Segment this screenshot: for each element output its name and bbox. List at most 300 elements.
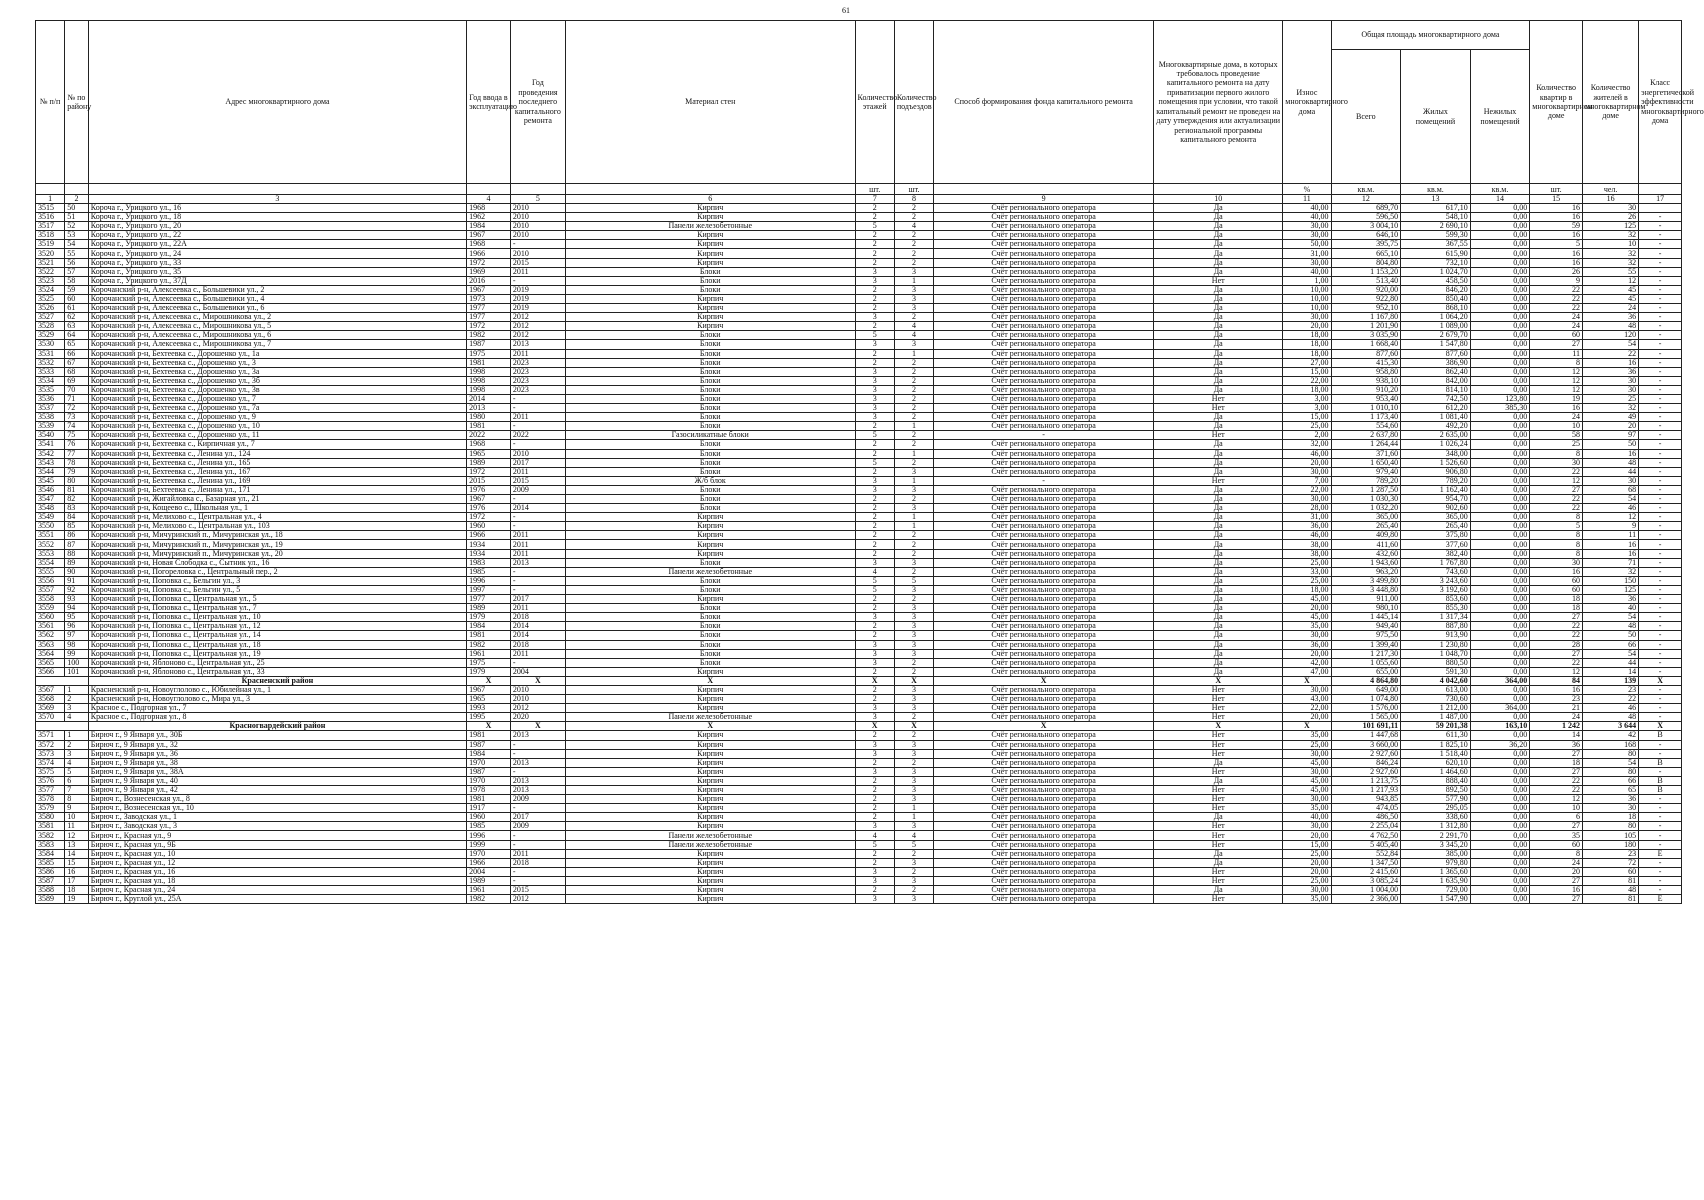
table-cell: Да bbox=[1154, 331, 1283, 340]
table-cell: Счёт регионального оператора bbox=[934, 258, 1154, 267]
table-cell: 552,84 bbox=[1331, 849, 1401, 858]
table-cell: Нет bbox=[1154, 767, 1283, 776]
table-cell: 0,00 bbox=[1470, 458, 1530, 467]
table-cell: Счёт регионального оператора bbox=[934, 285, 1154, 294]
section-cell: 84 bbox=[1530, 676, 1583, 685]
table-cell: 3 bbox=[894, 776, 933, 785]
table-cell: 1961 bbox=[467, 886, 511, 895]
table-cell: - bbox=[1639, 258, 1682, 267]
table-cell: 877,60 bbox=[1331, 349, 1401, 358]
table-cell: 89 bbox=[65, 558, 89, 567]
table-cell: 0,00 bbox=[1470, 467, 1530, 476]
table-cell: 0,00 bbox=[1470, 258, 1530, 267]
table-cell: Блоки bbox=[565, 576, 855, 585]
table-cell: 3 bbox=[894, 749, 933, 758]
table-cell: 1993 bbox=[467, 704, 511, 713]
table-cell: 742,50 bbox=[1401, 394, 1471, 403]
table-cell: 30,00 bbox=[1283, 886, 1331, 895]
table-cell: 958,80 bbox=[1331, 367, 1401, 376]
table-cell: 975,50 bbox=[1331, 631, 1401, 640]
table-cell: 646,10 bbox=[1331, 231, 1401, 240]
table-cell: 1967 bbox=[467, 685, 511, 694]
table-cell: 3 bbox=[894, 585, 933, 594]
table-cell: Да bbox=[1154, 558, 1283, 567]
table-cell: 911,00 bbox=[1331, 595, 1401, 604]
table-cell: Короча г., Урицкого ул., 22А bbox=[88, 240, 466, 249]
table-cell: 2 637,80 bbox=[1331, 431, 1401, 440]
table-cell: Нет bbox=[1154, 749, 1283, 758]
table-cell: 377,60 bbox=[1401, 540, 1471, 549]
table-cell: 1 212,00 bbox=[1401, 704, 1471, 713]
unit-c7: шт. bbox=[855, 184, 894, 195]
section-title: Красногвардейский район bbox=[88, 722, 466, 731]
table-cell: Счёт регионального оператора bbox=[934, 531, 1154, 540]
table-cell: 1967 bbox=[467, 495, 511, 504]
table-cell: 16 bbox=[1530, 258, 1583, 267]
table-cell: 1968 bbox=[467, 440, 511, 449]
table-cell: 3551 bbox=[36, 531, 65, 540]
table-cell: Счёт регионального оператора bbox=[934, 358, 1154, 367]
table-cell: 3 bbox=[855, 649, 894, 658]
table-cell: 2 bbox=[855, 531, 894, 540]
table-cell: 3523 bbox=[36, 276, 65, 285]
table-row bbox=[36, 285, 1682, 294]
table-cell: 8 bbox=[1530, 540, 1583, 549]
table-row bbox=[36, 795, 1682, 804]
table-cell: 1977 bbox=[467, 595, 511, 604]
table-cell: 2 bbox=[894, 567, 933, 576]
table-cell: Кирпич bbox=[565, 849, 855, 858]
table-row bbox=[36, 458, 1682, 467]
table-cell: Да bbox=[1154, 367, 1283, 376]
table-cell: 2 bbox=[894, 231, 933, 240]
table-cell: 78 bbox=[65, 458, 89, 467]
header-c9: Способ формирования фонда капитального ремонта bbox=[934, 21, 1154, 184]
table-cell: 2 bbox=[855, 886, 894, 895]
table-cell: 3 bbox=[855, 485, 894, 494]
section-cell: X bbox=[467, 722, 511, 731]
table-cell: Да bbox=[1154, 886, 1283, 895]
section-cell: X bbox=[510, 722, 565, 731]
table-cell: 3562 bbox=[36, 631, 65, 640]
table-cell: 1 bbox=[894, 276, 933, 285]
table-cell: 150 bbox=[1583, 576, 1639, 585]
table-cell: Кирпич bbox=[565, 304, 855, 313]
table-cell: 1 032,20 bbox=[1331, 504, 1401, 513]
table-cell: 32 bbox=[1583, 249, 1639, 258]
table-cell: Да bbox=[1154, 422, 1283, 431]
table-row bbox=[36, 740, 1682, 749]
table-cell: Бирюч г., Красная ул., 10 bbox=[88, 849, 466, 858]
table-cell: 2 bbox=[894, 458, 933, 467]
table-cell: Да bbox=[1154, 631, 1283, 640]
table-cell: Блоки bbox=[565, 504, 855, 513]
table-cell: Бирюч г., 9 Января ул., 32 bbox=[88, 740, 466, 749]
table-cell: Бирюч г., Круглой ул., 25А bbox=[88, 895, 466, 904]
table-cell: 880,50 bbox=[1401, 658, 1471, 667]
table-cell: 1917 bbox=[467, 804, 511, 813]
table-cell: Блоки bbox=[565, 604, 855, 613]
table-cell: 2015 bbox=[467, 476, 511, 485]
table-cell: - bbox=[510, 876, 565, 885]
table-cell: 2 bbox=[855, 604, 894, 613]
table-cell: Бирюч г., Вознесенская ул., 10 bbox=[88, 804, 466, 813]
table-cell: Кирпич bbox=[565, 685, 855, 694]
table-cell: 3 bbox=[855, 767, 894, 776]
table-cell: 0,00 bbox=[1470, 285, 1530, 294]
table-cell: 804,80 bbox=[1331, 258, 1401, 267]
table-cell: 2010 bbox=[510, 204, 565, 213]
table-cell: 12 bbox=[1530, 367, 1583, 376]
table-cell: 2016 bbox=[467, 276, 511, 285]
table-cell: 84 bbox=[65, 513, 89, 522]
table-cell: 2019 bbox=[510, 285, 565, 294]
table-cell: 2011 bbox=[510, 267, 565, 276]
table-row bbox=[36, 504, 1682, 513]
table-cell: 45,00 bbox=[1283, 776, 1331, 785]
section-total-row bbox=[36, 722, 1682, 731]
table-cell: Кирпич bbox=[565, 513, 855, 522]
table-cell: - bbox=[1639, 495, 1682, 504]
table-cell: 2 927,60 bbox=[1331, 767, 1401, 776]
table-cell: 26 bbox=[1530, 267, 1583, 276]
table-row bbox=[36, 349, 1682, 358]
table-cell: 10 bbox=[1583, 240, 1639, 249]
table-cell: 44 bbox=[1583, 658, 1639, 667]
table-cell: Блоки bbox=[565, 449, 855, 458]
table-cell: 0,00 bbox=[1470, 513, 1530, 522]
table-cell: Да bbox=[1154, 413, 1283, 422]
table-cell: Кирпич bbox=[565, 758, 855, 767]
table-cell: 59 bbox=[65, 285, 89, 294]
table-cell: - bbox=[1639, 394, 1682, 403]
table-cell: 15,00 bbox=[1283, 367, 1331, 376]
unit-c8: шт. bbox=[894, 184, 933, 195]
table-cell: 50 bbox=[65, 204, 89, 213]
table-cell: 4 bbox=[65, 713, 89, 722]
table-cell: Блоки bbox=[565, 404, 855, 413]
table-cell: Нет bbox=[1154, 740, 1283, 749]
table-cell: 5 405,40 bbox=[1331, 840, 1401, 849]
table-cell: - bbox=[1639, 476, 1682, 485]
table-cell: 0,00 bbox=[1470, 567, 1530, 576]
table-cell: 10 bbox=[65, 813, 89, 822]
table-cell: 2 bbox=[894, 394, 933, 403]
table-cell: Корочанский р-н, Бехтеевка с., Дорошенко ул., 3 bbox=[88, 358, 466, 367]
header-c3: Адрес многоквартирного дома bbox=[88, 21, 466, 184]
table-cell: Бирюч г., Красная ул., 24 bbox=[88, 886, 466, 895]
table-cell: 348,00 bbox=[1401, 449, 1471, 458]
table-cell: 1984 bbox=[467, 749, 511, 758]
table-cell: 3 448,80 bbox=[1331, 585, 1401, 594]
table-row bbox=[36, 267, 1682, 276]
table-cell: 1 bbox=[894, 804, 933, 813]
table-cell: 338,60 bbox=[1401, 813, 1471, 822]
table-cell: 1987 bbox=[467, 740, 511, 749]
table-cell: В bbox=[1639, 786, 1682, 795]
table-cell: - bbox=[1639, 385, 1682, 394]
table-cell: Кирпич bbox=[565, 786, 855, 795]
table-cell: 81 bbox=[1583, 895, 1639, 904]
table-cell: 30,00 bbox=[1283, 313, 1331, 322]
table-cell: 1968 bbox=[467, 204, 511, 213]
table-cell: - bbox=[1639, 240, 1682, 249]
table-cell: 3577 bbox=[36, 786, 65, 795]
table-cell: 3543 bbox=[36, 458, 65, 467]
table-cell: 1 365,60 bbox=[1401, 867, 1471, 876]
table-cell: 2014 bbox=[467, 394, 511, 403]
table-cell: Счёт регионального оператора bbox=[934, 267, 1154, 276]
table-cell: 60 bbox=[1530, 576, 1583, 585]
table-cell: В bbox=[1639, 731, 1682, 740]
table-cell: 26 bbox=[1583, 213, 1639, 222]
table-cell: 30 bbox=[1530, 558, 1583, 567]
table-cell: 365,00 bbox=[1331, 513, 1401, 522]
table-cell: 596,50 bbox=[1331, 213, 1401, 222]
table-cell: 0,00 bbox=[1470, 531, 1530, 540]
table-row bbox=[36, 876, 1682, 885]
table-cell: 3 bbox=[894, 640, 933, 649]
table-cell: - bbox=[1639, 449, 1682, 458]
table-cell: Счёт регионального оператора bbox=[934, 458, 1154, 467]
table-cell: Счёт регионального оператора bbox=[934, 613, 1154, 622]
table-cell: 3549 bbox=[36, 513, 65, 522]
section-cell: X bbox=[1283, 676, 1331, 685]
table-cell: 3 bbox=[894, 822, 933, 831]
table-cell: 0,00 bbox=[1470, 476, 1530, 485]
table-cell: 1 825,10 bbox=[1401, 740, 1471, 749]
table-cell: Блоки bbox=[565, 458, 855, 467]
table-row bbox=[36, 476, 1682, 485]
table-cell: 2 bbox=[894, 540, 933, 549]
table-cell: 3529 bbox=[36, 331, 65, 340]
table-cell: 45,00 bbox=[1283, 613, 1331, 622]
table-cell: 0,00 bbox=[1470, 804, 1530, 813]
table-cell: 2 bbox=[894, 240, 933, 249]
table-cell: 48 bbox=[1583, 458, 1639, 467]
table-row bbox=[36, 613, 1682, 622]
table-cell: - bbox=[510, 749, 565, 758]
table-cell: - bbox=[1639, 504, 1682, 513]
table-cell: Панели железобетонные bbox=[565, 831, 855, 840]
table-cell: Газосиликатные блоки bbox=[565, 431, 855, 440]
table-cell: Да bbox=[1154, 522, 1283, 531]
table-cell: 36 bbox=[1583, 313, 1639, 322]
table-cell: 64 bbox=[65, 331, 89, 340]
table-cell: Блоки bbox=[565, 440, 855, 449]
unit-c15: шт. bbox=[1530, 184, 1583, 195]
table-cell: 2 690,10 bbox=[1401, 222, 1471, 231]
table-row bbox=[36, 449, 1682, 458]
table-cell: 45,00 bbox=[1283, 786, 1331, 795]
table-cell: 2 bbox=[894, 431, 933, 440]
table-cell: 46 bbox=[1583, 504, 1639, 513]
table-cell: 2 927,60 bbox=[1331, 749, 1401, 758]
table-cell: 50 bbox=[1583, 440, 1639, 449]
column-number: 12 bbox=[1331, 195, 1401, 204]
table-cell: 1 026,24 bbox=[1401, 440, 1471, 449]
table-cell: Счёт регионального оператора bbox=[934, 813, 1154, 822]
table-cell: 0,00 bbox=[1470, 685, 1530, 694]
section-cell: X bbox=[565, 722, 855, 731]
table-cell: 2018 bbox=[510, 858, 565, 867]
table-cell: Счёт регионального оператора bbox=[934, 394, 1154, 403]
table-cell: 1981 bbox=[467, 422, 511, 431]
table-cell: Бирюч г., 9 Января ул., 42 bbox=[88, 786, 466, 795]
table-cell: 25,00 bbox=[1283, 849, 1331, 858]
table-row bbox=[36, 731, 1682, 740]
table-cell: 3 bbox=[855, 749, 894, 758]
table-cell: Счёт регионального оператора bbox=[934, 631, 1154, 640]
table-cell: 0,00 bbox=[1470, 240, 1530, 249]
table-cell: 80 bbox=[65, 476, 89, 485]
table-cell: 2 bbox=[894, 440, 933, 449]
table-cell: Корочанский р-н, Алексеевка с., Большевики ул., 2 bbox=[88, 285, 466, 294]
table-cell: Кирпич bbox=[565, 549, 855, 558]
table-cell: 8 bbox=[65, 795, 89, 804]
table-cell: 789,20 bbox=[1401, 476, 1471, 485]
table-cell: 10,00 bbox=[1283, 285, 1331, 294]
table-cell: Да bbox=[1154, 649, 1283, 658]
table-cell: - bbox=[510, 422, 565, 431]
column-numbers-row bbox=[36, 195, 1682, 204]
table-cell: 0,00 bbox=[1470, 485, 1530, 494]
table-cell: 30 bbox=[1583, 804, 1639, 813]
table-cell: - bbox=[510, 567, 565, 576]
table-cell: 30,00 bbox=[1283, 231, 1331, 240]
table-cell: Корочанский р-н, Бехтеевка с., Дорошенко ул., 7а bbox=[88, 404, 466, 413]
table-cell: Кирпич bbox=[565, 595, 855, 604]
table-cell: 3 bbox=[855, 413, 894, 422]
table-cell: 2010 bbox=[510, 449, 565, 458]
table-cell: 10 bbox=[1530, 422, 1583, 431]
table-cell: 855,30 bbox=[1401, 604, 1471, 613]
table-cell: 265,40 bbox=[1401, 522, 1471, 531]
table-cell: 0,00 bbox=[1470, 631, 1530, 640]
table-cell: 1 399,40 bbox=[1331, 640, 1401, 649]
table-cell: 2010 bbox=[510, 213, 565, 222]
table-cell: 53 bbox=[65, 231, 89, 240]
table-row bbox=[36, 440, 1682, 449]
table-cell: Счёт регионального оператора bbox=[934, 567, 1154, 576]
table-cell: 1 518,40 bbox=[1401, 749, 1471, 758]
table-cell: 2 bbox=[855, 467, 894, 476]
table-cell: 1 bbox=[894, 349, 933, 358]
table-cell: 12 bbox=[1530, 667, 1583, 676]
table-cell: 3545 bbox=[36, 476, 65, 485]
table-cell: 27 bbox=[1530, 767, 1583, 776]
table-cell: 30 bbox=[1530, 458, 1583, 467]
table-cell: 0,00 bbox=[1470, 576, 1530, 585]
table-cell: 2009 bbox=[510, 822, 565, 831]
table-cell: 2 291,70 bbox=[1401, 831, 1471, 840]
table-cell: 2 bbox=[855, 285, 894, 294]
table-cell: 913,90 bbox=[1401, 631, 1471, 640]
table-cell: 16 bbox=[1530, 204, 1583, 213]
table-cell: 1 030,30 bbox=[1331, 495, 1401, 504]
table-cell: Счёт регионального оператора bbox=[934, 467, 1154, 476]
table-cell: 3 bbox=[894, 786, 933, 795]
table-cell: 7,00 bbox=[1283, 476, 1331, 485]
table-cell: 7 bbox=[65, 786, 89, 795]
table-cell: 2011 bbox=[510, 349, 565, 358]
table-cell: 3534 bbox=[36, 376, 65, 385]
table-cell: 1984 bbox=[467, 622, 511, 631]
table-cell: Корочанский р-н, Алексеевка с., Мирошникова ул., 6 bbox=[88, 331, 466, 340]
table-cell: 11 bbox=[1583, 531, 1639, 540]
table-cell: 22 bbox=[1530, 631, 1583, 640]
table-cell: 4 bbox=[894, 222, 933, 231]
table-cell: 3 bbox=[855, 376, 894, 385]
table-cell: 2 bbox=[855, 786, 894, 795]
table-cell: 30,00 bbox=[1283, 822, 1331, 831]
table-cell: Счёт регионального оператора bbox=[934, 667, 1154, 676]
table-row bbox=[36, 204, 1682, 213]
table-cell: Счёт регионального оператора bbox=[934, 840, 1154, 849]
table-cell: 1981 bbox=[467, 358, 511, 367]
table-cell: 30 bbox=[1583, 476, 1639, 485]
table-cell: 0,00 bbox=[1470, 649, 1530, 658]
table-cell: - bbox=[1639, 431, 1682, 440]
table-cell: 5 bbox=[1530, 240, 1583, 249]
table-cell: Панели железобетонные bbox=[565, 222, 855, 231]
table-cell: 2 bbox=[855, 758, 894, 767]
table-cell: Кирпич bbox=[565, 813, 855, 822]
table-cell: 3565 bbox=[36, 658, 65, 667]
table-cell: 3575 bbox=[36, 767, 65, 776]
table-cell: 2 bbox=[855, 858, 894, 867]
table-cell: 68 bbox=[1583, 485, 1639, 494]
table-cell: 77 bbox=[65, 449, 89, 458]
table-cell: Счёт регионального оператора bbox=[934, 340, 1154, 349]
table-cell: 16 bbox=[1583, 540, 1639, 549]
table-cell: 3 bbox=[894, 285, 933, 294]
table-cell: 30 bbox=[1583, 204, 1639, 213]
table-cell: - bbox=[510, 495, 565, 504]
table-cell: 8 bbox=[1530, 513, 1583, 522]
table-cell: Короча г., Урицкого ул., 18 bbox=[88, 213, 466, 222]
table-cell: 3576 bbox=[36, 776, 65, 785]
table-cell: 922,80 bbox=[1331, 294, 1401, 303]
table-cell: 18,00 bbox=[1283, 340, 1331, 349]
table-cell: 1969 bbox=[467, 267, 511, 276]
table-row bbox=[36, 604, 1682, 613]
table-row bbox=[36, 276, 1682, 285]
table-cell: - bbox=[1639, 704, 1682, 713]
table-cell: 415,30 bbox=[1331, 358, 1401, 367]
table-cell: 20,00 bbox=[1283, 458, 1331, 467]
table-cell: Да bbox=[1154, 440, 1283, 449]
table-row bbox=[36, 294, 1682, 303]
table-cell: 902,60 bbox=[1401, 504, 1471, 513]
table-row bbox=[36, 304, 1682, 313]
table-cell: 80 bbox=[1583, 767, 1639, 776]
table-cell: 2 bbox=[855, 622, 894, 631]
table-cell: Счёт регионального оператора bbox=[934, 767, 1154, 776]
table-cell: Да bbox=[1154, 513, 1283, 522]
table-cell: Кирпич bbox=[565, 867, 855, 876]
header-c1: № п/п bbox=[36, 21, 65, 184]
unit-c16: чел. bbox=[1583, 184, 1639, 195]
table-cell: 1 010,10 bbox=[1331, 404, 1401, 413]
table-cell: Да bbox=[1154, 576, 1283, 585]
table-cell: Корочанский р-н, Бехтеевка с., Дорошенко ул., 9 bbox=[88, 413, 466, 422]
table-cell: 2011 bbox=[510, 549, 565, 558]
table-cell: 3554 bbox=[36, 558, 65, 567]
table-cell: 22 bbox=[1530, 304, 1583, 313]
table-cell: 1966 bbox=[467, 858, 511, 867]
table-cell: 32,00 bbox=[1283, 440, 1331, 449]
